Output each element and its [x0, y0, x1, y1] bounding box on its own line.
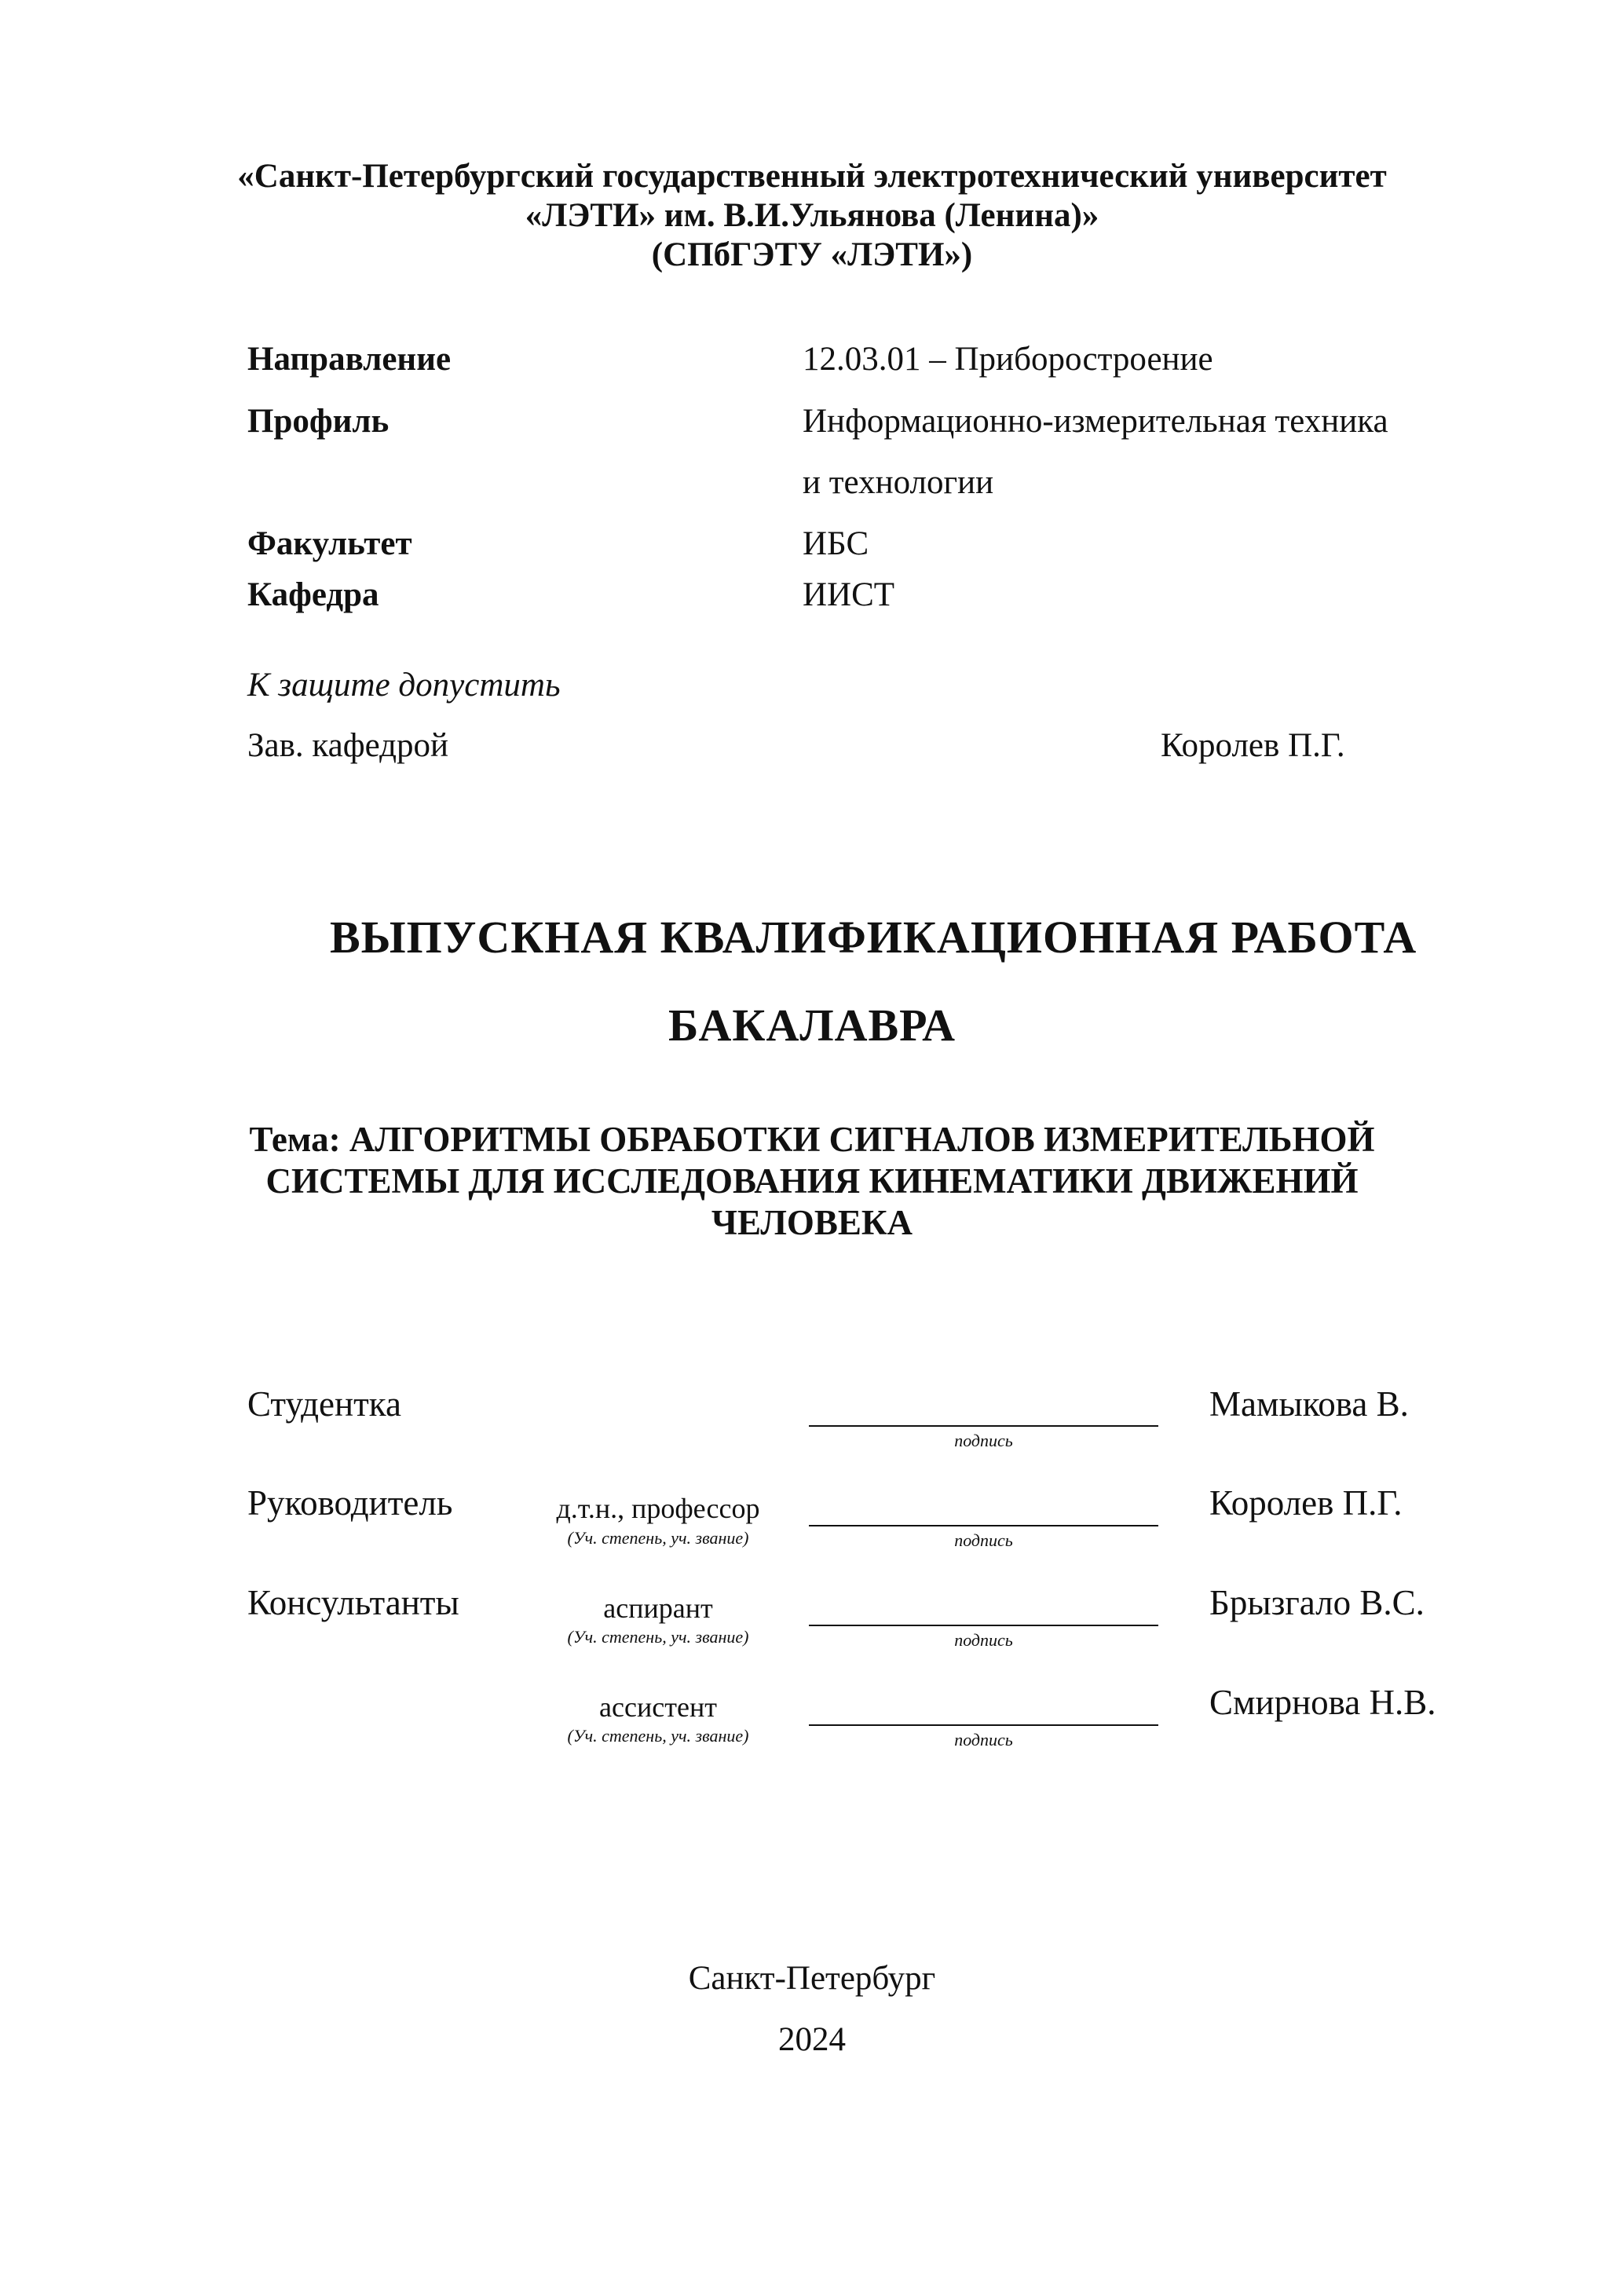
theme-line2: СИСТЕМЫ ДЛЯ ИССЛЕДОВАНИЯ КИНЕМАТИКИ ДВИЖЕНИЙ — [265, 1161, 1359, 1201]
admit-to-defense: К защите допустить — [247, 667, 561, 704]
signature-line — [809, 1625, 1158, 1626]
signature-line — [809, 1724, 1158, 1726]
signature-caption: подпись — [954, 1630, 1013, 1650]
signatory-name: Королев П.Г. — [1209, 1483, 1403, 1523]
head-of-department-label: Зав. кафедрой — [247, 727, 449, 764]
signature-role: Консультанты — [247, 1583, 459, 1622]
academic-degree: д.т.н., профессор — [556, 1493, 760, 1524]
signatory-name: Мамыкова В. — [1209, 1384, 1409, 1424]
city: Санкт-Петербург — [688, 1960, 936, 1997]
signature-caption: подпись — [954, 1730, 1013, 1749]
signature-line — [809, 1425, 1158, 1427]
profile-value-line2: и технологии — [803, 464, 994, 501]
university-name-line1: «Санкт-Петербургский государственный электротехнический университет — [237, 158, 1387, 195]
theme-line1: Тема: АЛГОРИТМЫ ОБРАБОТКИ СИГНАЛОВ ИЗМЕРИТЕЛЬНОЙ — [249, 1120, 1375, 1159]
faculty-value: ИБС — [803, 525, 869, 562]
degree-caption: (Уч. степень, уч. звание) — [567, 1627, 749, 1647]
signatory-name: Брызгало В.С. — [1209, 1583, 1425, 1622]
signature-role: Студентка — [247, 1384, 401, 1424]
signature-line — [809, 1525, 1158, 1526]
thesis-title-line2: БАКАЛАВРА — [668, 1000, 956, 1051]
theme-line3: ЧЕЛОВЕКА — [711, 1203, 913, 1242]
degree-caption: (Уч. степень, уч. звание) — [567, 1528, 749, 1548]
academic-degree: аспирант — [603, 1592, 713, 1624]
department-value: ИИСТ — [803, 576, 895, 613]
faculty-label: Факультет — [247, 525, 412, 562]
university-name-line2: «ЛЭТИ» им. В.И.Ульянова (Ленина)» — [525, 197, 1099, 234]
signature-caption: подпись — [954, 1431, 1013, 1450]
signature-caption: подпись — [954, 1530, 1013, 1550]
signatory-name: Смирнова Н.В. — [1209, 1683, 1436, 1722]
degree-caption: (Уч. степень, уч. звание) — [567, 1726, 749, 1746]
profile-label: Профиль — [247, 403, 390, 440]
direction-value: 12.03.01 – Приборостроение — [803, 341, 1213, 378]
profile-value-line1: Информационно-измерительная техника — [803, 403, 1388, 440]
academic-degree: ассистент — [599, 1691, 717, 1723]
signature-role: Руководитель — [247, 1483, 453, 1523]
thesis-title-line1: ВЫПУСКНАЯ КВАЛИФИКАЦИОННАЯ РАБОТА — [330, 912, 1417, 963]
head-of-department-name: Королев П.Г. — [1161, 727, 1345, 764]
university-abbreviation: (СПбГЭТУ «ЛЭТИ») — [651, 236, 973, 273]
year: 2024 — [778, 2021, 846, 2058]
department-label: Кафедра — [247, 576, 379, 613]
direction-label: Направление — [247, 341, 452, 378]
